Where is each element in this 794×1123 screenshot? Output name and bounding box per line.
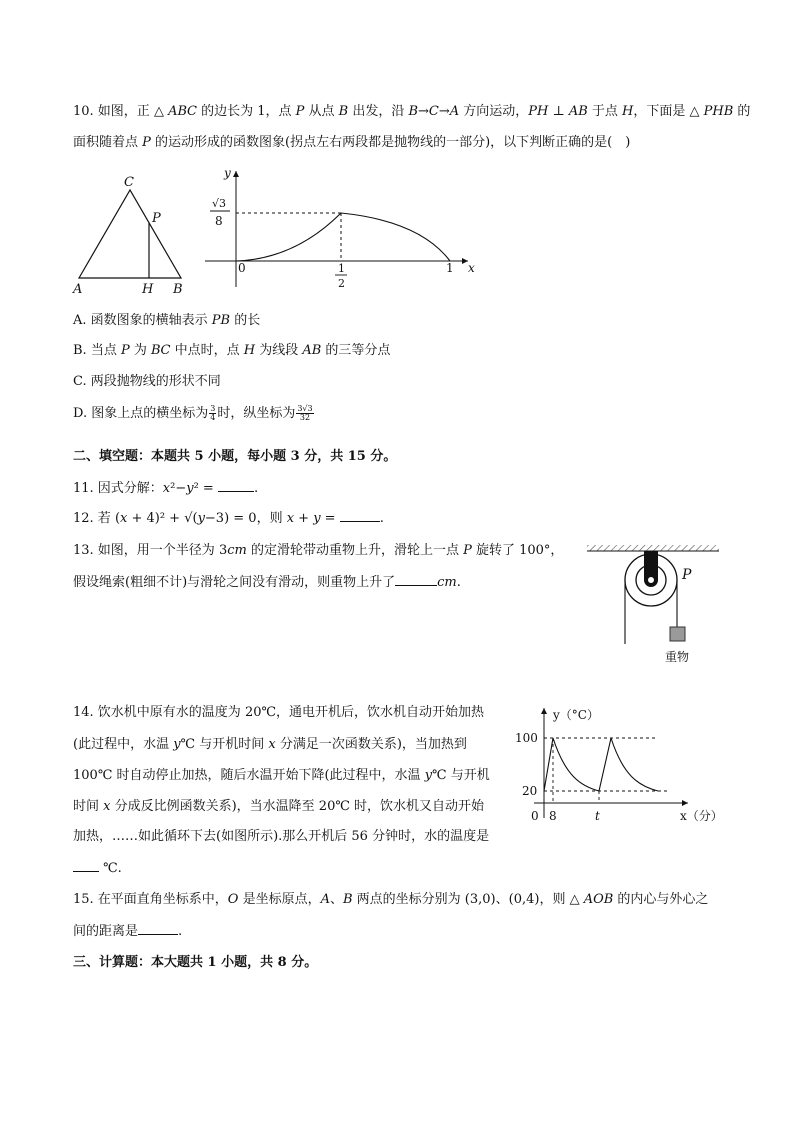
label-A: A (73, 282, 83, 297)
label-point-P: P (682, 567, 692, 583)
label-C: C (124, 175, 134, 190)
q12 (73, 509, 384, 528)
y-axis-label: y（°C） (553, 708, 599, 722)
q10-option-d (73, 405, 315, 423)
opt-d-mid: 时，纵坐标为 (217, 406, 296, 421)
section-2-heading: 二、填空题：本题共 5 小题，每小题 3 分，共 15 分。 (73, 449, 397, 464)
q10-option-b: B. 当点 𝑃 为 𝐵𝐶 中点时，点 𝐻 为线段 𝐴𝐵 的三等分点 (73, 343, 391, 358)
q14-line5: 加热，……如此循环下去(如图所示).那么开机后 56 分钟时，水的温度是 (73, 829, 490, 844)
q14-line1: 14. 饮水机中原有水的温度为 20℃，通电开机后，饮水机自动开始加热 (73, 705, 485, 720)
q13-answer-blank[interactable] (395, 573, 437, 586)
opt-d-frac1-num: 3 (210, 404, 216, 413)
q14-line2: (此过程中，水温 𝑦℃ 与开机时间 𝑥 分满足一次函数关系)，当加热到 (73, 737, 467, 752)
label-P: P (152, 211, 161, 226)
y-tick-20: 20 (522, 784, 538, 798)
q12-text: 12. 若 (𝑥 + 4)² + √(𝑦−3) = 0，则 𝑥 + 𝑦 = (73, 511, 336, 526)
half-den: 2 (338, 277, 345, 290)
curve-left (236, 213, 341, 261)
q14-line3: 100℃ 时自动停止加热，随后水温开始下降(此过程中，水温 𝑦℃ 与开机 (73, 768, 490, 783)
label-B: B (173, 282, 183, 297)
x-axis-label: x (468, 261, 475, 275)
x-tick-8: 8 (549, 809, 557, 823)
q11-answer-blank[interactable] (218, 479, 254, 492)
q13-line2-suffix: 𝑐𝑚. (437, 575, 461, 590)
section-3-heading: 三、计算题：本大题共 1 小题，共 8 分。 (73, 955, 318, 970)
label-weight: 重物 (665, 650, 690, 664)
x-end-label: 1 (446, 261, 454, 275)
opt-d-frac1 (209, 405, 216, 422)
opt-d-frac2-num: 3√3 (297, 404, 313, 413)
heating-segment-1 (544, 738, 553, 791)
label-H: H (142, 282, 154, 297)
q14-temperature-graph (510, 700, 750, 828)
x-axis-label: x（分） (680, 809, 723, 823)
q15-answer-blank[interactable] (138, 922, 178, 935)
q13-line1: 13. 如图，用一个半径为 3𝑐𝑚 的定滑轮带动重物上升，滑轮上一点 𝑃 旋转了 100°， (73, 543, 564, 558)
heating-segment-2 (599, 738, 611, 791)
q15-line2 (73, 922, 182, 941)
cooling-curve-1 (553, 738, 599, 791)
q14-line6 (73, 859, 122, 878)
q11-text: 11. 因式分解：𝑥²−𝑦² = (73, 481, 218, 496)
q10-line2: 面积随着点 𝑃 的运动形成的函数图象(拐点左右两段都是抛物线的一部分)，以下判断正确的是( ) (73, 135, 631, 150)
q10-option-a: A. 函数图象的横轴表示 𝑃𝐵 的长 (73, 313, 261, 328)
q10-line1: 10. 如图，正 △ 𝐴𝐵𝐶 的边长为 1，点 𝑃 从点 𝐵 出发，沿 𝐵→𝐶→𝐴 方向运动，𝑃𝐻 ⊥ 𝐴𝐵 于点 𝐻，下面是 △ 𝑃𝐻𝐵 的 (73, 104, 751, 119)
opt-d-prefix: D. 图象上点的横坐标为 (73, 406, 209, 421)
q11 (73, 479, 258, 498)
q13-line2-prefix: 假设绳索(粗细不计)与滑轮之间没有滑动，则重物上升了 (73, 575, 396, 590)
q10-triangle-figure (70, 172, 200, 297)
q12-answer-blank[interactable] (340, 509, 380, 522)
y-axis-label: y (224, 166, 231, 180)
q15-line2-prefix: 间的距离是 (73, 924, 139, 939)
q14-line4: 时间 𝑥 分成反比例函数关系)，当水温降至 20℃ 时，饮水机又自动开始 (73, 799, 485, 814)
q10-function-graph (200, 165, 490, 295)
y-tick-100: 100 (515, 731, 538, 745)
q14-line6-suffix: ℃. (103, 861, 122, 876)
opt-d-frac2 (296, 405, 313, 422)
origin-label: 0 (531, 809, 539, 823)
q13-line2 (73, 573, 461, 592)
q15-line1: 15. 在平面直角坐标系中，𝑂 是坐标原点，𝐴、𝐵 两点的坐标分别为 (3,0)、(0,4)，则 △ 𝐴𝑂𝐵 的内心与外心之 (73, 892, 709, 907)
q13-pulley-figure (585, 541, 725, 669)
curve-right (341, 213, 450, 261)
opt-d-frac2-den: 32 (299, 413, 311, 422)
weight-block (670, 627, 685, 641)
opt-d-frac1-den: 4 (210, 413, 216, 422)
q15-line2-suffix: . (178, 924, 183, 939)
peak-den: 8 (215, 214, 223, 228)
peak-num: √3 (212, 197, 227, 210)
origin-label: 0 (238, 261, 246, 275)
q11-end: . (253, 481, 259, 496)
q14-answer-blank[interactable] (73, 859, 99, 872)
q12-end: . (379, 511, 384, 526)
x-tick-t: t (595, 809, 600, 823)
q10-option-c: C. 两段抛物线的形状不同 (73, 374, 221, 389)
half-num: 1 (338, 262, 345, 275)
cooling-curve-2 (611, 738, 658, 791)
